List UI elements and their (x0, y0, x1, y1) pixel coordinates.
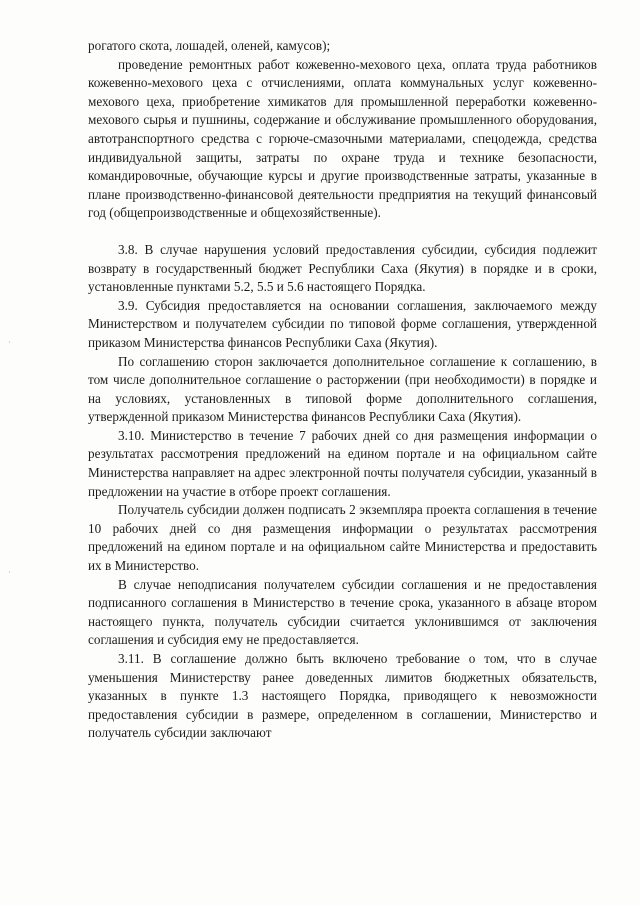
scan-artifact: · (8, 338, 11, 348)
document-body (88, 37, 597, 743)
paragraph-expenses: проведение ремонтных работ кожевенно-мехового цеха, оплата труда работников кожевенно-мехового цеха с отчислениями, оплата коммунальных услуг кожевенно-мехового цеха, приобретение химикатов для промышленной переработки кожевенно-мехового сырья и пушнины, содержание и обслуживание промышленного оборудования, автотранспортного средства с горюче-смазочными материалами, спецодежда, средства индивидуальной защиты, затраты по охране труда и технике безопасности, командировочные, обучающие курсы и другие производственные затраты, указанные в плане производственно-финансовой деятельности предприятия на текущий финансовый год (общепроизводственные и общехозяйственные). (88, 56, 597, 221)
paragraph-3-11: 3.11. В соглашение должно быть включено требование о том, что в случае уменьшения Министерству ранее доведенных лимитов бюджетных обязательств, указанных в пункте 1.3 настоящего Порядка, приводящего к невозможности предоставления субсидии в размере, определенном в соглашении, Министерство и получатель субсидии заключают (88, 651, 597, 741)
paragraph-3-8: 3.8. В случае нарушения условий предоставления субсидии, субсидия подлежит возврату в государственный бюджет Республики Саха (Якутия) в порядке и в сроки, установленные пунктами 5.2, 5.5 и 5.6 настоящего Порядка. (88, 241, 597, 295)
scan-artifact: · (8, 568, 11, 578)
paragraph-additional-agreement: По соглашению сторон заключается дополнительное соглашение к соглашению, в том числе дополнительное соглашение о расторжении (при необходимости) в порядке и на условиях, установленных в типовой форме дополнительного соглашения, утвержденной приказом Министерства финансов Республики Саха (Якутия). (88, 353, 597, 425)
paragraph-3-9: 3.9. Субсидия предоставляется на основании соглашения, заключаемого между Министерством и получателем субсидии по типовой форме соглашения, утвержденной приказом Министерства финансов Республики Саха (Якутия). (88, 297, 597, 350)
paragraph-signing: Получатель субсидии должен подписать 2 экземпляра проекта соглашения в течение 10 рабочих дней со дня размещения информации о результатах рассмотрения предложений на едином портале и на официальном сайте Министерства и предоставить их в Министерство. (88, 502, 597, 574)
paragraph-list-end: рогатого скота, лошадей, оленей, камусов); (88, 38, 331, 53)
paragraph-3-10: 3.10. Министерство в течение 7 рабочих дней со дня размещения информации о результатах рассмотрения предложений на едином портале и на официальном сайте Министерства направляет на адрес электронной почты получателя субсидии, указанный в предложении на участие в отборе проект соглашения. (88, 427, 597, 499)
paragraph-non-signing: В случае неподписания получателем субсидии соглашения и не предоставления подписанного соглашения в Министерство в течение срока, указанного в абзаце втором настоящего пункта, получатель субсидии считается уклонившимся от заключения соглашения и субсидия ему не предоставляется. (88, 576, 597, 648)
